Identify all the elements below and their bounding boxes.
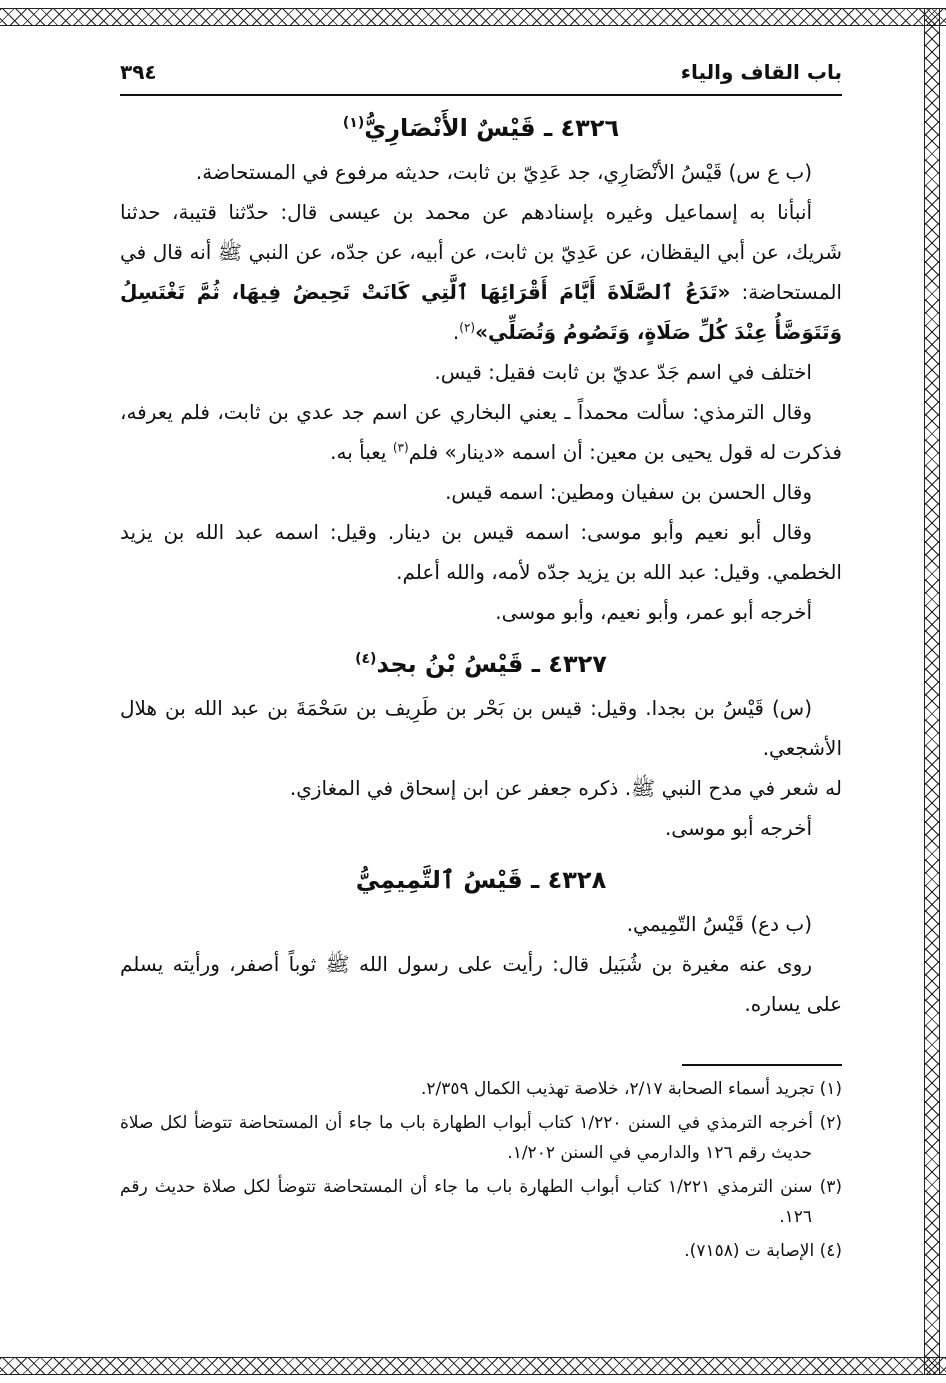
entry-paragraph: (س) قَيْسُ بن بجدا. وقيل: قيس بن بَحْر بن طَرِيف بن سَحْمَةَ بن عبد الله بن هلال الأشجعي. <box>120 696 842 760</box>
footnotes <box>120 1074 842 1266</box>
page-number: ٣٩٤ <box>120 60 157 84</box>
footnote: (١) تجريد أسماء الصحابة ٢/١٧، خلاصة تهذيب الكمال ٢/٣٥٩. <box>420 1079 842 1099</box>
footnote-ref: (١) <box>342 115 365 131</box>
footnote-separator <box>682 1064 842 1066</box>
entry-title: ٤٣٢٧ ـ قَيْسُ بْنُ بجد$^{(٤)}$ <box>355 650 607 678</box>
entry-title: ٤٣٢٨ ـ قَيْسُ ٱلتَّمِيمِيُّ <box>355 866 607 894</box>
running-head <box>120 60 842 96</box>
entry-paragraph: وقال الترمذي: سألت محمداً ـ يعني البخاري عن اسم جد عدي بن ثابت، فلم يعرفه، فذكرت له قول يحيى بن معين: أن اسمه «دينار» فلم$^{(٣)}$ يعبأ به. <box>120 400 842 464</box>
footnote-ref: (٢) <box>459 320 476 335</box>
entry-paragraph: وقال الحسن بن سفيان ومطين: اسمه قيس. <box>445 480 812 504</box>
entry-paragraph: وقال أبو نعيم وأبو موسى: اسمه قيس بن دينار. وقيل: اسمه عبد الله بن يزيد الخطمي. وقيل: عبد الله بن يزيد جدّه لأمه، والله أعلم. <box>120 520 842 584</box>
entry-paragraph: أخرجه أبو موسى. <box>664 816 812 840</box>
footnote-ref: (٤) <box>355 651 377 667</box>
decorative-border-top <box>0 8 946 26</box>
entry-paragraph: اختلف في اسم جَدّ عديّ بن ثابت فقيل: قيس. <box>434 360 812 384</box>
entry-paragraph: (ب ع س) قَيْسُ الأنْصَارِي، جد عَدِيّ بن ثابت، حديثه مرفوع في المستحاضة. <box>195 160 812 184</box>
entry-paragraph: (ب دع) قَيْسُ التّمِيمي. <box>626 912 812 936</box>
entry-title: ٤٣٢٦ ـ قَيْسٌ الأَنْصَارِيُّ$^{(١)}$ <box>342 114 620 142</box>
entry-paragraph: أخرجه أبو عمر، وأبو نعيم، وأبو موسى. <box>495 600 812 624</box>
entry-paragraph: له شعر في مدح النبي ﷺ. ذكره جعفر عن ابن إسحاق في المغازي. <box>289 776 842 800</box>
hadith-quote: «تَدَعُ ٱلصَّلَاةَ أَيَّامَ أَقْرَائِهَا ٱلَّتِي كَانَتْ تَحِيضُ فِيهَا، ثُمَّ تَغْتَسِلُ وَتَتَوَضَّأُ عِنْدَ كُلِّ صَلَاةٍ، وَتَصُومُ وَتُصَلِّي» <box>120 280 842 344</box>
decorative-border-right <box>924 8 940 1375</box>
page-content <box>120 60 842 1270</box>
entry-paragraph: روى عنه مغيرة بن شُبَيل قال: رأيت على رسول الله ﷺ ثوباً أصفر، ورأيته يسلم على يساره. <box>120 952 842 1016</box>
footnote: (٢) أخرجه الترمذي في السنن ١/٢٢٠ كتاب أبواب الطهارة باب ما جاء أن المستحاضة تتوضأ لكل صلاة حديث رقم ١٢٦ والدارمي في السنن ١/٢٠٢. <box>120 1113 842 1163</box>
decorative-border-bottom <box>0 1357 946 1375</box>
footnote: (٤) الإصابة ت (٧١٥٨). <box>684 1241 842 1261</box>
entry-paragraph: أنبأنا به إسماعيل وغيره بإسنادهم عن محمد بن عيسى قال: حدّثنا قتيبة، حدثنا شَريك، عن أبي اليقظان، عن عَدِيّ بن ثابت، عن أبيه، عن جدّه، عن النبي ﷺ أنه قال في المستحاضة: «تَدَعُ ٱلصَّلَاةَ أَيَّامَ أَقْرَائِهَا ٱلَّتِي كَانَتْ تَحِيضُ فِيهَا، ثُمَّ تَغْتَسِلُ وَتَتَوَضَّأُ عِنْدَ كُلِّ صَلَاةٍ، وَتَصُومُ وَتُصَلِّي»$^{(٢)}$. <box>120 200 842 344</box>
footnote: (٣) سنن الترمذي ١/٢٢١ كتاب أبواب الطهارة باب ما جاء أن المستحاضة تتوضأ لكل صلاة حديث رقم ١٢٦. <box>120 1177 842 1227</box>
chapter-title: باب القاف والياء <box>680 60 842 84</box>
footnote-ref: (٣) <box>392 440 409 455</box>
